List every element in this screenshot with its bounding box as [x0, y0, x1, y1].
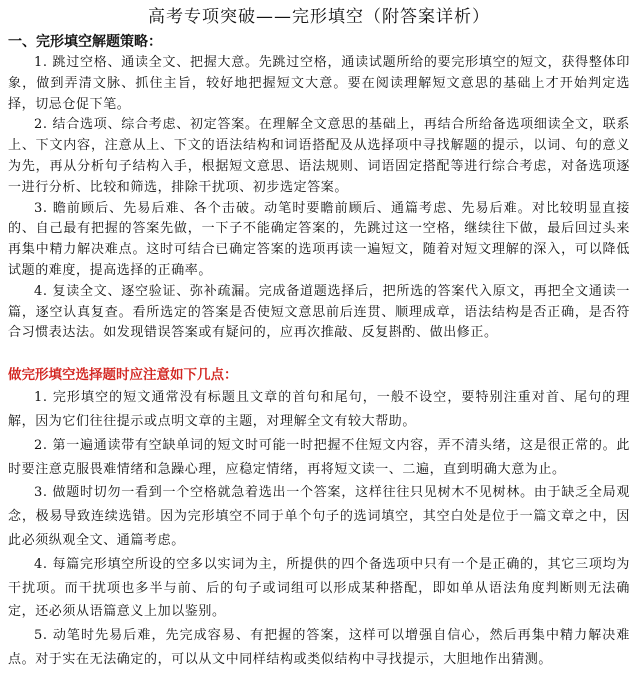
section-heading: 一、完形填空解题策略：	[8, 34, 162, 50]
page-title: 高考专项突破——完形填空（附答案详析）	[148, 7, 490, 27]
notes-section	[8, 364, 630, 672]
notes-paragraph-3: 3. 做题时切勿一看到一个空格就急着选出一个答案，这样往往只见树木不见树林。由于缺乏全局观念，极易导致连续选错。因为完形填空不同于单个句子的选词填空，其空白处是位于一篇文章之中，因此必须纵观全文、通篇考虑。	[8, 485, 630, 548]
section-spacer	[8, 344, 630, 364]
notes-heading: 做完形填空选择题时应注意如下几点：	[8, 367, 238, 384]
strategy-paragraph-1: 1. 跳过空格、通读全文、把握大意。先跳过空格，通读试题所给的要完形填空的短文，获得整体印象，做到弄清文脉、抓住主旨，较好地把握短文大意。要在阅读理解短文意思的基础上才开始判定选择，切忌仓促下笔。	[8, 55, 630, 112]
strategy-paragraph-4: 4. 复读全文、逐空验证、弥补疏漏。完成备道题选择后，把所选的答案代入原文，再把全文通读一篇，逐空认真复查。看所选定的答案是否使短文意思前后连贯、顺理成章，语法结构是否正确，是否符合习惯表达法。如发现错误答案或有疑问的，应再次推敲、反复斟酌、做出修正。	[8, 283, 630, 341]
strategy-paragraph-3: 3. 瞻前顾后、先易后难、各个击破。动笔时要瞻前顾后、通篇考虑、先易后难。对比较明显直接的、自己最有把握的答案先做，一下子不能确定答案的，先跳过这一空格，继续往下做，最后回过头来再集中精力解决难点。这时可结合已确定答案的选项再读一遍短文，随着对短文理解的深入，可以降低试题的难度，提高选择的正确率。	[8, 200, 630, 278]
notes-paragraph-2: 2. 第一遍通读带有空缺单词的短文时可能一时把握不住短文内容，弄不清头绪，这是很正常的。此时要注意克服畏难情绪和急躁心理，应稳定情绪，再将短文读一、二遍，直到明确大意为止。	[8, 437, 630, 477]
notes-paragraph-4: 4. 每篇完形填空所设的空多以实词为主，所提供的四个备选项中只有一个是正确的，其它三项均为干扰项。而干扰项也多半与前、后的句子或词组可以形成某种搭配，即如单从语法角度判断则无法确定，还必须从语篇意义上加以鉴别。	[8, 556, 630, 620]
strategy-section	[8, 32, 630, 344]
notes-paragraph-5: 5. 动笔时先易后难，先完成容易、有把握的答案，这样可以增强自信心，然后再集中精力解决难点。对于实在无法确定的，可以从文中同样结构或类似结构中寻找提示，大胆地作出猜测。	[8, 628, 630, 667]
notes-paragraph-1: 1. 完形填空的短文通常没有标题且文章的首句和尾句，一般不设空，要特别注重对首、尾句的理解，因为它们往往提示或点明文章的主题，对理解全文有较大帮助。	[8, 390, 630, 429]
strategy-paragraph-2: 2. 结合选项、综合考虑、初定答案。在理解全文意思的基础上，再结合所给备选项细读全文，联系上、下文内容，注意从上、下文的语法结构和词语搭配及从选择项中寻找解题的提示，以词、句的意义为先，再从分析句子结构入手，根据短文意思、语法规则、词语固定搭配等进行综合考虑，对备选项逐一进行分析、比较和筛选，排除干扰项、初步选定答案。	[8, 117, 630, 195]
